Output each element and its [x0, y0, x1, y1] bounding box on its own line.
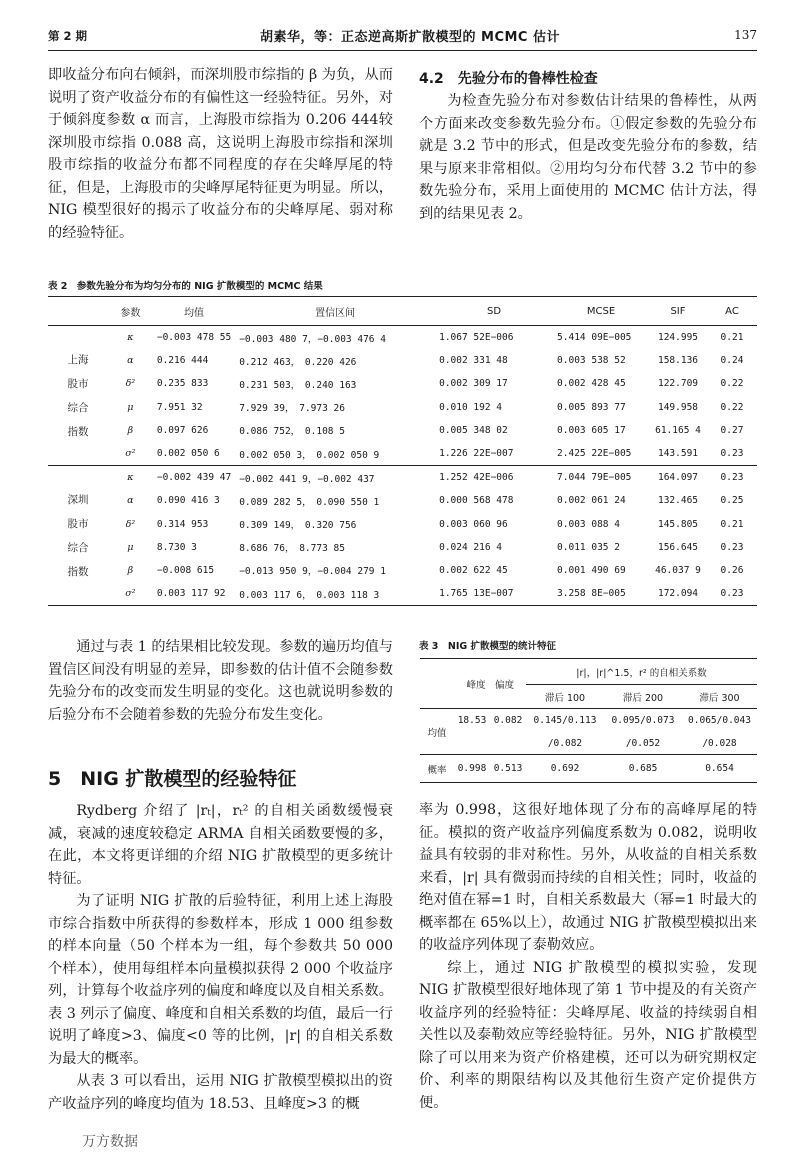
table3-cell: 0.095/0.073	[611, 715, 675, 727]
table-row	[48, 396, 757, 419]
table2-cell: 0.23	[707, 466, 757, 490]
right-bottom-text	[419, 799, 757, 1114]
table2-cell: 0.003 117 6， 0.003 118 3	[235, 582, 435, 606]
table2-param: σ²	[108, 582, 153, 606]
table2-param: μ	[127, 541, 134, 553]
paragraph: 为了证明 NIG 扩散的后验特征，利用上述上海股市综合指数中所获得的参数样本，形成 1 000 组参数的样本向量（50 个样本为一组，每个参数共 50 000个样本），使用每组样本向量模拟获得 2 000 个收益序列，计算每个收益序列的偏度和峰度以及自相关系数。表 3 列示了偏度、峰度和自相关系数的均值，最后一行说明了峰度>3、偏度<0 等的比例，|r| 的自相关系数为最大的概率。	[48, 893, 393, 1067]
table2-cell: 5.414 09E−005	[557, 332, 632, 344]
table2-cell: 8.686 76， 8.773 85	[239, 543, 345, 555]
table2-cell: 0.314 953	[156, 518, 209, 530]
table2-cell: 0.24	[720, 355, 744, 367]
table3-cell: /0.028	[702, 737, 737, 749]
table2-cell: 156.645	[657, 541, 699, 553]
section-heading-5: 5 NIG 扩散模型的经验特征	[48, 768, 297, 790]
table2-cell: −0.003 480 7，−0.003 476 4	[239, 333, 386, 345]
table2-cell: 0.002 309 17	[439, 378, 508, 390]
table2-cell: −0.008 615	[156, 564, 215, 576]
table2-cell: −0.002 441 9，−0.002 437	[235, 466, 435, 490]
table2-cell: −0.003 478 55	[156, 332, 232, 344]
table2-cell: 0.002 050 6	[156, 448, 220, 460]
table2-cell: 1.226 22E−007	[439, 448, 514, 460]
table2-cell: 0.23	[720, 448, 744, 460]
table3-cell: 0.065/0.043	[688, 715, 751, 727]
table2-cell: 0.005 893 77	[557, 401, 626, 413]
table2-cell: 0.23	[707, 582, 757, 606]
section5-text	[48, 800, 393, 1115]
table2-cell: 0.024 216 4	[439, 541, 503, 553]
table2-cell: 0.216 444	[156, 355, 209, 367]
table2-cell: 7.929 39， 7.973 26	[239, 403, 345, 415]
table2-param: κ	[108, 466, 153, 490]
table2-cell: 1.067 52E−006	[439, 332, 514, 344]
paragraph: 通过与表 1 的结果相比较发现。参数的遍历均值与置信区间没有明显的差异，即参数的估计值不会随参数先验分布的改变而发生明显的变化。这也就说明参数的后验分布不会随着参数的先验分布发生变化。	[48, 639, 393, 723]
table2-cell: 0.22	[720, 401, 744, 413]
table2-header: AC	[707, 297, 757, 326]
table2-cell: 0.089 282 5， 0.090 550 1	[239, 496, 380, 508]
table2-cell: 0.231 503， 0.240 163	[239, 379, 357, 391]
table-row	[48, 349, 757, 372]
table-row	[48, 442, 757, 466]
table2-cell: 164.097	[649, 466, 707, 490]
table3-row-label: 均值	[427, 727, 447, 739]
header-title: 胡素华，等：正态逆高斯扩散模型的 MCMC 估计	[259, 30, 560, 45]
table2-cell: 143.591	[657, 448, 699, 460]
table2-cell: 0.002 061 24	[557, 495, 626, 507]
table2-cell: 0.005 348 02	[439, 424, 508, 436]
table2-cell: 0.21	[720, 332, 744, 344]
table2-header-group	[48, 297, 108, 326]
table2-cell: 0.003 605 17	[557, 424, 626, 436]
table3-cell: 0.998	[457, 763, 487, 774]
table2-cell: 0.090 416 3	[156, 495, 220, 507]
section-heading-4-2: 4.2 先验分布的鲁棒性检查	[419, 71, 598, 87]
table2	[48, 296, 757, 606]
table3-header-group: |r|，|r|^1.5，r² 的自相关系数	[526, 659, 757, 685]
table2-cell: 0.086 752， 0.108 5	[239, 426, 345, 438]
table2-header: SD	[435, 297, 553, 326]
table2-param: β	[127, 424, 134, 436]
paragraph: 为检查先验分布对参数估计结果的鲁棒性，从两个方面来改变参数先验分布。①假定参数的先验分布就是 3.2 节中的形式，但是改变先验分布的参数，结果与原来非常相似。②用均匀分布代替 3.2 节中的参数先验分布，采用上面使用的 MCMC 估计方法，得到的结果见表 2。	[419, 93, 757, 222]
table2-cell: 0.23	[720, 541, 744, 553]
table2-cell: 2.425 22E−005	[557, 448, 632, 460]
table2-cell: 3.258 8E−005	[553, 582, 649, 606]
table2-cell: 0.000 568 478	[439, 495, 514, 507]
table-row	[48, 513, 757, 536]
table3-header-kurt-skew	[420, 659, 526, 709]
table2-cell: 0.26	[720, 564, 744, 576]
table2-cell: 158.136	[657, 355, 699, 367]
table2-param: δ²	[125, 518, 136, 530]
table2-param: α	[127, 355, 134, 367]
table2-cell: 0.003 538 52	[557, 355, 626, 367]
table2-cell: 0.003 088 4	[557, 518, 620, 530]
table3-cell: 0.082	[493, 715, 523, 727]
table2-cell: 8.730 3	[156, 541, 197, 553]
table-row	[48, 326, 757, 350]
table3	[420, 658, 757, 783]
table3-header-skew: 偏度	[494, 679, 514, 691]
header-rule	[48, 50, 757, 51]
table3-cell: /0.052	[625, 737, 661, 749]
paragraph: 综上，通过 NIG 扩散模型的模拟实验，发现 NIG 扩散模型很好地体现了第 1 节中提及的有关资产收益序列的经验特征：尖峰厚尾、收益的持续弱自相关性以及泰勒效应等经验特征。另外，NIG 扩散模型除了可以用来为资产价格建模，还可以为研究期权定价、利率的期限结构以及其他衍生资产定价提供方便。	[419, 959, 757, 1111]
table2-cell: 0.309 149， 0.320 756	[239, 520, 357, 532]
table2-cell: 0.002 050 3， 0.002 050 9	[239, 449, 380, 461]
left-top-text	[48, 64, 393, 244]
table2-cell: 7.951 32	[156, 401, 203, 413]
table2-param: μ	[127, 401, 134, 413]
table3-cell: 0.654	[705, 763, 734, 774]
table-row	[48, 559, 757, 582]
table3-cell: 0.513	[493, 763, 523, 774]
table2-cell: 122.709	[657, 378, 699, 390]
table2-cell: 1.252 42E−006	[435, 466, 553, 490]
table3-cell: 18.53	[457, 715, 487, 727]
watermark: 万方数据	[82, 1134, 138, 1150]
table2-cell: 0.21	[720, 518, 744, 530]
table2-cell: −0.002 439 47	[153, 466, 235, 490]
table2-cell: 0.22	[720, 378, 744, 390]
table-row	[48, 372, 757, 395]
table2-param: α	[127, 495, 134, 507]
table3-row-label: 概率	[427, 764, 447, 776]
table2-param: δ²	[125, 378, 136, 390]
table2-cell: 0.003 060 96	[439, 518, 508, 530]
table2-cell: 0.097 626	[156, 424, 209, 436]
table2-caption: 表 2 参数先验分布为均匀分布的 NIG 扩散模型的 MCMC 结果	[48, 281, 323, 292]
table2-cell: 0.010 192 4	[439, 401, 503, 413]
table3-header-kurt: 峰度	[466, 679, 486, 691]
table3-cell: 0.685	[628, 763, 658, 774]
table2-cell: 0.011 035 2	[557, 541, 620, 553]
table2-param: κ	[127, 332, 134, 344]
page-number: 137	[734, 28, 757, 42]
table2-cell: 124.995	[657, 332, 699, 344]
table3-header-lag: 滞后 200	[622, 692, 664, 704]
table3-header-lag: 滞后 300	[699, 692, 740, 704]
table2-header: SIF	[649, 297, 707, 326]
table2-cell: −0.013 950 9，−0.004 279 1	[239, 566, 386, 578]
table2-header: 置信区间	[235, 297, 435, 326]
table3-cell: /0.082	[547, 737, 583, 749]
table-row	[48, 582, 757, 606]
table2-cell: 0.25	[720, 495, 744, 507]
table2-cell: 145.805	[657, 518, 699, 530]
table2-header: 参数	[108, 297, 153, 326]
table2-cell: 0.001 490 69	[557, 564, 626, 576]
table2-cell: 0.235 833	[156, 378, 209, 390]
header-issue: 第 2 期	[48, 29, 88, 43]
table-row	[48, 466, 757, 490]
table2-cell: 0.212 463， 0.220 426	[239, 356, 357, 368]
table2-header: MCSE	[553, 297, 649, 326]
table2-cell: 0.002 428 45	[557, 378, 626, 390]
paragraph: 率为 0.998，这很好地体现了分布的高峰厚尾的特征。模拟的资产收益序列偏度系数为 0.082，说明收益具有较弱的非对称性。另外，从收益的自相关系数来看，|r| 具有微弱而持续的自相关性；同时，收益的绝对值在幂=1 时，自相关系数最大（幂=1 时最大的概率都在 65%以上），故通过 NIG 扩散模型模拟出来的收益序列体现了泰勒效应。	[419, 802, 757, 953]
paragraph: 从表 3 可以看出，运用 NIG 扩散模型模拟出的资产收益序列的峰度均值为 18.53、且峰度>3 的概	[48, 1073, 393, 1112]
table-row	[48, 536, 757, 559]
paragraph: 即收益分布向右倾斜，而深圳股市综指的 β 为负，从而说明了资产收益分布的有偏性这一经验特征。另外，对于倾斜度参数 α 而言，上海股市综指为 0.206 444较深圳股市综指 0.088 高，这说明上海股市综指和深圳股市综指的收益分布都不同程度的存在尖峰厚尾的特征，但是，上海股市的尖峰厚尾特征更为明显。所以，NIG 模型很好的揭示了收益分布的尖峰厚尾、弱对称的经验特征。	[48, 67, 393, 241]
table2-cell: 1.765 13E−007	[435, 582, 553, 606]
table2-cell: 149.958	[657, 401, 699, 413]
table-row	[48, 489, 757, 512]
table2-header: 均值	[153, 297, 235, 326]
table2-cell: 7.044 79E−005	[553, 466, 649, 490]
table2-param: σ²	[125, 448, 136, 460]
table3-cell: 0.145/0.113	[533, 715, 597, 727]
table2-param: β	[127, 564, 134, 576]
left-mid-text	[48, 636, 393, 726]
table3-cell: 0.692	[550, 763, 580, 774]
table2-cell: 0.002 331 48	[439, 355, 508, 367]
table2-cell: 61.165 4	[655, 424, 701, 436]
table2-group-label: 深圳 股市 综合 指数	[48, 466, 108, 606]
right-top-text	[419, 90, 757, 225]
table-row	[48, 419, 757, 442]
table2-group-label: 上海 股市 综合 指数	[67, 353, 89, 438]
table2-cell: 46.037 9	[655, 564, 701, 576]
table3-header-lag: 滞后 100	[544, 692, 586, 704]
table2-cell: 0.002 622 45	[439, 564, 508, 576]
table2-cell: 172.094	[649, 582, 707, 606]
paragraph: Rydberg 介绍了 |rₜ|，rₜ² 的自相关函数缓慢衰减，衰减的速度较稳定 ARMA 自相关函数要慢的多，在此，本文将更详细的介绍 NIG 扩散模型的更多统计特征。	[48, 803, 393, 887]
table3-caption: 表 3 NIG 扩散模型的统计特征	[419, 641, 557, 652]
table2-cell: 0.003 117 92	[153, 582, 235, 606]
table2-cell: 132.465	[657, 495, 699, 507]
table2-cell: 0.27	[720, 424, 744, 436]
